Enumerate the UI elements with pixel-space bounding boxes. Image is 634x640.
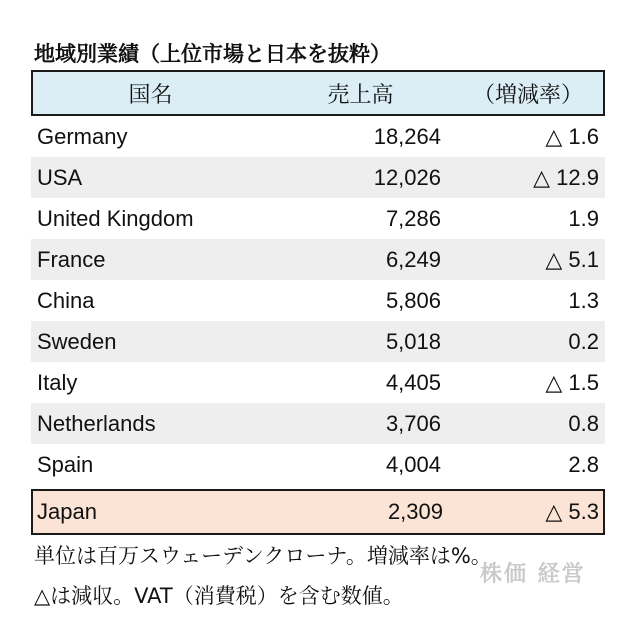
cell-sales: 18,264 [373, 123, 441, 149]
cell-sales: 5,806 [385, 287, 441, 313]
cell-change: △ 1.6 [545, 123, 599, 149]
cell-sales: 2,309 [387, 499, 443, 524]
cell-sales: 4,004 [385, 451, 441, 477]
table-row [31, 403, 605, 444]
header-change: （増減率） [472, 82, 583, 108]
table-row [31, 198, 605, 239]
cell-sales: 6,249 [385, 246, 441, 272]
table-row-japan-highlight [31, 489, 605, 535]
cell-country: Italy [37, 369, 78, 395]
cell-country: Spain [37, 451, 94, 477]
table-row [31, 157, 605, 198]
cell-change: 0.2 [568, 328, 599, 354]
cell-change: 2.8 [568, 451, 599, 477]
table-header [31, 70, 605, 116]
cell-country: Japan [37, 499, 97, 524]
cell-sales: 3,706 [385, 410, 441, 436]
cell-change: △ 5.1 [545, 246, 599, 272]
cell-change: 0.8 [568, 410, 599, 436]
table-row [31, 116, 605, 157]
cell-sales: 7,286 [385, 205, 441, 231]
cell-sales: 4,405 [385, 369, 441, 395]
cell-country: China [37, 287, 95, 313]
table-row [31, 444, 605, 485]
cell-change: △ 5.3 [545, 499, 599, 524]
cell-country: Netherlands [37, 410, 156, 436]
cell-country: France [37, 246, 106, 272]
watermark: 株価 経営 [480, 562, 586, 587]
table-row [31, 362, 605, 403]
table-row [31, 239, 605, 280]
table-row [31, 280, 605, 321]
table-title: 地域別業績（上位市場と日本を抜粋） [34, 42, 391, 66]
decrease-note: △は減収。VAT（消費税）を含む数値。 [34, 584, 404, 608]
header-sales: 売上高 [327, 82, 394, 108]
cell-change: 1.9 [568, 205, 599, 231]
cell-sales: 12,026 [373, 164, 441, 190]
cell-country: United Kingdom [37, 205, 194, 231]
cell-change: △ 12.9 [533, 164, 599, 190]
unit-note: 単位は百万スウェーデンクローナ。増減率は%。 [34, 544, 492, 568]
table-row [31, 321, 605, 362]
cell-change: 1.3 [568, 287, 599, 313]
cell-country: USA [37, 164, 83, 190]
cell-change: △ 1.5 [545, 369, 599, 395]
regional-sales-table [31, 70, 605, 535]
cell-country: Sweden [37, 328, 117, 354]
cell-country: Germany [37, 123, 128, 149]
cell-sales: 5,018 [385, 328, 441, 354]
header-country: 国名 [128, 82, 173, 108]
